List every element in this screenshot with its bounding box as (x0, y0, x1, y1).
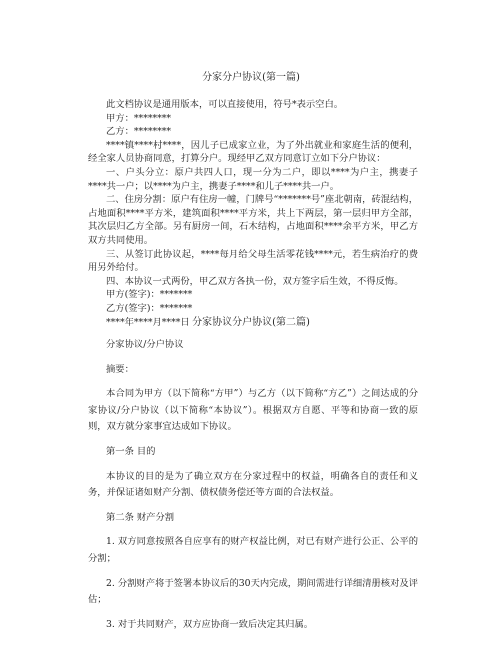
doc1-title: 分家分户协议(第一篇) (202, 72, 300, 83)
doc2-list-item: 1. 双方同意按照各自应享有的财产权益比例，对已有财产进行公正、公平的分割； (88, 536, 418, 564)
doc1-signature-b: 乙方(签字)：******* (106, 302, 193, 314)
doc1-paragraph: 此文档协议是通用版本，可以直接使用，符号*表示空白。 (106, 99, 344, 110)
doc1-clause: 一、户头分立：原户共四人口，现一分为二户，即以****为户主，携妻子****共一户；以****为户主，携妻子****和儿子****共一户。 (88, 166, 418, 192)
doc1-clause: 三、从签订此协议起，****每月给父母生活零花钱****元，若生病治疗的费用另外给付。 (88, 248, 418, 274)
doc2-title: 分家协议分户协议(第二篇) (192, 317, 310, 328)
doc1-clause: 四、本协议一式两份，甲乙双方各执一份，双方签字后生效，不得反悔。 (106, 275, 404, 287)
doc1-date: ****年****月****日 (106, 316, 190, 328)
doc2-list-item: 2. 分割财产将于签署本协议后的30天内完成，期间需进行详细清册核对及评估； (88, 577, 418, 606)
doc1-party-b: 乙方：******** (106, 126, 172, 138)
doc2-abstract-label: 摘要： (106, 363, 134, 375)
doc1-body (88, 98, 418, 329)
doc2-list-item: 3. 对于共同财产，双方应协商一致后决定其归属。 (106, 618, 314, 630)
doc2-body (88, 337, 418, 641)
doc2-article-heading: 第二条 财产分割 (106, 511, 175, 523)
doc2-paragraph: 本协议的目的是为了确立双方在分家过程中的权益，明确各自的责任和义务，并保证诸如财产分割、债权债务偿还等方面的合法权益。 (88, 470, 418, 499)
doc1-party-a: 甲方：******** (106, 112, 172, 124)
doc1-clause: 二、住房分割：原户有住房一幢，门牌号“*******号”座北朝南，砖混结构，占地面积****平方米，建筑面积****平方米，共上下两层，第一层归甲方全部，其次层归乙方全部。另有厨房一间，石木结构，占地面积****余平方米，甲乙方双方共同使用。 (88, 194, 418, 246)
doc1-paragraph: ****镇****村****，因儿子已成家立业，为了外出就业和家庭生活的便利，经全家人员协商同意，打算分户。现经甲乙双方同意订立如下分户协议： (88, 139, 418, 165)
doc2-article-heading: 第一条 目的 (106, 445, 156, 457)
doc1-signature-a: 甲方(签字)：******* (106, 289, 193, 301)
doc2-paragraph: 本合同为甲方（以下简称“方甲”）与乙方（以下简称“方乙”）之间达成的分家协议/分户协议（以下简称“本协议”）。根据双方自愿、平等和协商一致的原则，双方就分家事宜达成如下协议。 (88, 388, 418, 433)
doc2-subtitle: 分家协议/分户协议 (106, 339, 184, 350)
